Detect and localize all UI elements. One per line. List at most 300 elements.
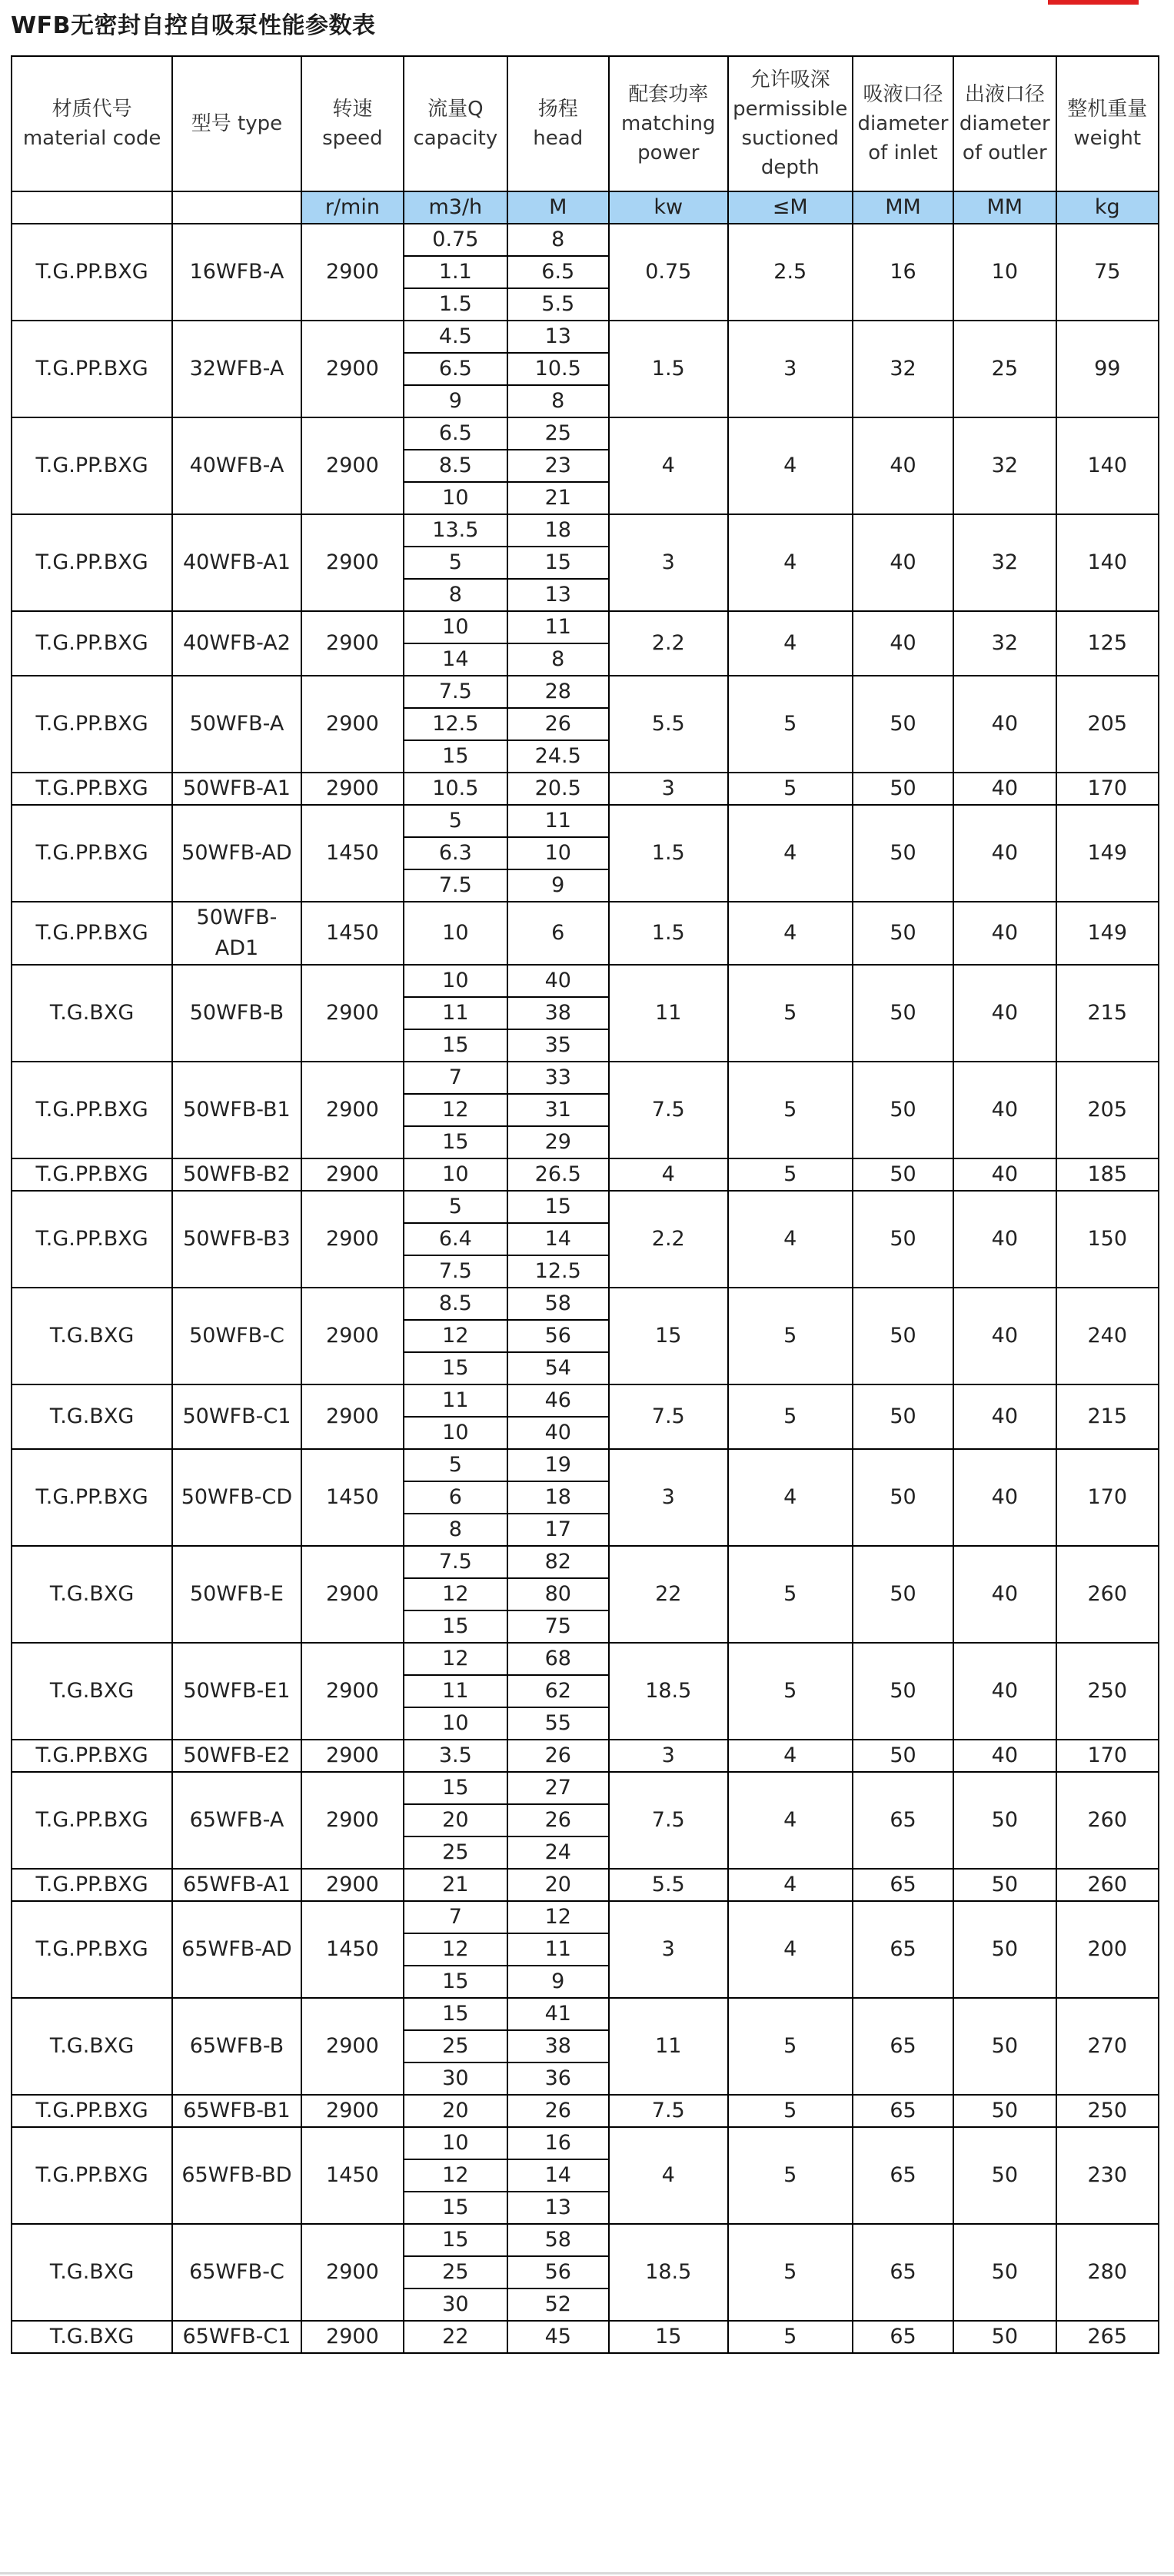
flow-cell: 10 bbox=[404, 1417, 507, 1449]
head-cell: 26.5 bbox=[507, 1158, 609, 1191]
inlet-diameter-cell: 65 bbox=[853, 1901, 953, 1998]
suction-depth-cell: 4 bbox=[728, 1449, 853, 1546]
weight-cell: 215 bbox=[1056, 965, 1159, 1062]
suction-depth-cell: 4 bbox=[728, 1869, 853, 1901]
inlet-diameter-cell: 40 bbox=[853, 611, 953, 676]
type-cell: 50WFB-CD bbox=[172, 1449, 301, 1546]
head-cell: 40 bbox=[507, 965, 609, 997]
head-cell: 62 bbox=[507, 1675, 609, 1707]
outlet-diameter-cell: 40 bbox=[953, 1384, 1056, 1449]
type-cell: 65WFB-BD bbox=[172, 2127, 301, 2224]
speed-cell: 1450 bbox=[301, 1901, 404, 1998]
type-cell: 50WFB-B1 bbox=[172, 1062, 301, 1158]
head-cell: 35 bbox=[507, 1029, 609, 1062]
inlet-diameter-cell: 65 bbox=[853, 1869, 953, 1901]
table-row bbox=[12, 1158, 1159, 1191]
table-row bbox=[12, 1449, 1159, 1481]
flow-cell: 11 bbox=[404, 1675, 507, 1707]
material-cell: T.G.PP.BXG bbox=[12, 1062, 172, 1158]
head-cell: 82 bbox=[507, 1546, 609, 1578]
flow-cell: 11 bbox=[404, 997, 507, 1029]
flow-cell: 15 bbox=[404, 1352, 507, 1384]
flow-cell: 6.5 bbox=[404, 417, 507, 450]
flow-cell: 22 bbox=[404, 2321, 507, 2353]
suction-depth-cell: 5 bbox=[728, 2321, 853, 2353]
outlet-diameter-cell: 50 bbox=[953, 1869, 1056, 1901]
suction-depth-cell: 4 bbox=[728, 1901, 853, 1998]
flow-cell: 1.5 bbox=[404, 288, 507, 321]
material-cell: T.G.BXG bbox=[12, 2321, 172, 2353]
table-row bbox=[12, 1998, 1159, 2030]
table-row bbox=[12, 514, 1159, 547]
type-cell: 40WFB-A bbox=[172, 417, 301, 514]
material-cell: T.G.PP.BXG bbox=[12, 224, 172, 321]
type-cell: 50WFB-E1 bbox=[172, 1643, 301, 1740]
power-cell: 11 bbox=[609, 1998, 728, 2095]
material-cell: T.G.BXG bbox=[12, 1643, 172, 1740]
head-cell: 8 bbox=[507, 643, 609, 676]
table-row bbox=[12, 1191, 1159, 1223]
head-cell: 54 bbox=[507, 1352, 609, 1384]
head-cell: 9 bbox=[507, 1966, 609, 1998]
page-title: WFB无密封自控自吸泵性能参数表 bbox=[11, 12, 376, 39]
speed-cell: 2900 bbox=[301, 1643, 404, 1740]
head-cell: 29 bbox=[507, 1126, 609, 1158]
material-cell: T.G.PP.BXG bbox=[12, 902, 172, 965]
head-cell: 41 bbox=[507, 1998, 609, 2030]
type-cell: 50WFB-B2 bbox=[172, 1158, 301, 1191]
flow-cell: 20 bbox=[404, 1804, 507, 1836]
suction-depth-cell: 4 bbox=[728, 1191, 853, 1288]
material-cell: T.G.PP.BXG bbox=[12, 1740, 172, 1772]
speed-cell: 2900 bbox=[301, 611, 404, 676]
material-cell: T.G.PP.BXG bbox=[12, 676, 172, 773]
power-cell: 18.5 bbox=[609, 1643, 728, 1740]
flow-cell: 12 bbox=[404, 1643, 507, 1675]
weight-cell: 125 bbox=[1056, 611, 1159, 676]
power-cell: 15 bbox=[609, 1288, 728, 1384]
table-row bbox=[12, 2127, 1159, 2159]
flow-cell: 13.5 bbox=[404, 514, 507, 547]
inlet-diameter-cell: 50 bbox=[853, 805, 953, 902]
power-cell: 7.5 bbox=[609, 1772, 728, 1869]
outlet-diameter-cell: 50 bbox=[953, 1998, 1056, 2095]
header-type: 型号 type bbox=[172, 56, 301, 191]
head-cell: 26 bbox=[507, 2095, 609, 2127]
suction-depth-cell: 4 bbox=[728, 514, 853, 611]
flow-cell: 15 bbox=[404, 2224, 507, 2256]
inlet-diameter-cell: 65 bbox=[853, 1998, 953, 2095]
type-cell: 50WFB-C bbox=[172, 1288, 301, 1384]
speed-cell: 1450 bbox=[301, 902, 404, 965]
suction-depth-cell: 5 bbox=[728, 676, 853, 773]
suction-depth-cell: 5 bbox=[728, 2224, 853, 2321]
material-cell: T.G.PP.BXG bbox=[12, 1449, 172, 1546]
flow-cell: 5 bbox=[404, 805, 507, 837]
unit-type-blank bbox=[172, 191, 301, 224]
flow-cell: 12.5 bbox=[404, 708, 507, 740]
head-cell: 15 bbox=[507, 547, 609, 579]
outlet-diameter-cell: 50 bbox=[953, 2127, 1056, 2224]
suction-depth-cell: 5 bbox=[728, 1062, 853, 1158]
suction-depth-cell: 5 bbox=[728, 2095, 853, 2127]
flow-cell: 15 bbox=[404, 1998, 507, 2030]
top-accent-bar bbox=[1048, 0, 1139, 5]
head-cell: 75 bbox=[507, 1610, 609, 1643]
flow-cell: 10 bbox=[404, 902, 507, 965]
outlet-diameter-cell: 40 bbox=[953, 965, 1056, 1062]
inlet-diameter-cell: 50 bbox=[853, 1643, 953, 1740]
outlet-diameter-cell: 50 bbox=[953, 2095, 1056, 2127]
power-cell: 4 bbox=[609, 2127, 728, 2224]
flow-cell: 20 bbox=[404, 2095, 507, 2127]
speed-cell: 2900 bbox=[301, 321, 404, 417]
head-cell: 20.5 bbox=[507, 773, 609, 805]
inlet-diameter-cell: 50 bbox=[853, 676, 953, 773]
outlet-diameter-cell: 32 bbox=[953, 514, 1056, 611]
power-cell: 4 bbox=[609, 417, 728, 514]
weight-cell: 200 bbox=[1056, 1901, 1159, 1998]
power-cell: 0.75 bbox=[609, 224, 728, 321]
header-power: 配套功率 matching power bbox=[609, 56, 728, 191]
suction-depth-cell: 4 bbox=[728, 417, 853, 514]
type-cell: 50WFB-E2 bbox=[172, 1740, 301, 1772]
power-cell: 3 bbox=[609, 1901, 728, 1998]
weight-cell: 230 bbox=[1056, 2127, 1159, 2224]
speed-cell: 2900 bbox=[301, 2224, 404, 2321]
material-cell: T.G.PP.BXG bbox=[12, 773, 172, 805]
unit-material-blank bbox=[12, 191, 172, 224]
suction-depth-cell: 4 bbox=[728, 1740, 853, 1772]
table-row bbox=[12, 1384, 1159, 1417]
power-cell: 15 bbox=[609, 2321, 728, 2353]
head-cell: 26 bbox=[507, 1740, 609, 1772]
speed-cell: 1450 bbox=[301, 2127, 404, 2224]
type-cell: 40WFB-A2 bbox=[172, 611, 301, 676]
head-cell: 19 bbox=[507, 1449, 609, 1481]
flow-cell: 9 bbox=[404, 385, 507, 417]
inlet-diameter-cell: 65 bbox=[853, 2321, 953, 2353]
inlet-diameter-cell: 50 bbox=[853, 773, 953, 805]
flow-cell: 6.4 bbox=[404, 1223, 507, 1255]
outlet-diameter-cell: 50 bbox=[953, 2224, 1056, 2321]
outlet-diameter-cell: 40 bbox=[953, 1643, 1056, 1740]
speed-cell: 2900 bbox=[301, 224, 404, 321]
head-cell: 28 bbox=[507, 676, 609, 708]
outlet-diameter-cell: 40 bbox=[953, 676, 1056, 773]
head-cell: 26 bbox=[507, 708, 609, 740]
material-cell: T.G.PP.BXG bbox=[12, 417, 172, 514]
power-cell: 3 bbox=[609, 1740, 728, 1772]
material-cell: T.G.PP.BXG bbox=[12, 321, 172, 417]
type-cell: 50WFB-B3 bbox=[172, 1191, 301, 1288]
flow-cell: 8 bbox=[404, 1514, 507, 1546]
flow-cell: 15 bbox=[404, 1966, 507, 1998]
speed-cell: 2900 bbox=[301, 1288, 404, 1384]
header-suction-depth: 允许吸深 permissible suctioned depth bbox=[728, 56, 853, 191]
table-row bbox=[12, 676, 1159, 708]
type-cell: 50WFB-B bbox=[172, 965, 301, 1062]
head-cell: 9 bbox=[507, 869, 609, 902]
head-cell: 23 bbox=[507, 450, 609, 482]
flow-cell: 8 bbox=[404, 579, 507, 611]
outlet-diameter-cell: 25 bbox=[953, 321, 1056, 417]
table-row bbox=[12, 1740, 1159, 1772]
unit-speed: r/min bbox=[301, 191, 404, 224]
power-cell: 18.5 bbox=[609, 2224, 728, 2321]
flow-cell: 11 bbox=[404, 1384, 507, 1417]
flow-cell: 25 bbox=[404, 2030, 507, 2062]
suction-depth-cell: 5 bbox=[728, 1384, 853, 1449]
table-row bbox=[12, 1869, 1159, 1901]
weight-cell: 170 bbox=[1056, 1740, 1159, 1772]
header-material: 材质代号 material code bbox=[12, 56, 172, 191]
head-cell: 11 bbox=[507, 611, 609, 643]
table-row bbox=[12, 611, 1159, 643]
table-row bbox=[12, 1772, 1159, 1804]
outlet-diameter-cell: 40 bbox=[953, 1062, 1056, 1158]
head-cell: 10.5 bbox=[507, 353, 609, 385]
head-cell: 21 bbox=[507, 482, 609, 514]
flow-cell: 15 bbox=[404, 1772, 507, 1804]
head-cell: 24.5 bbox=[507, 740, 609, 773]
table-row bbox=[12, 773, 1159, 805]
speed-cell: 2900 bbox=[301, 2095, 404, 2127]
material-cell: T.G.PP.BXG bbox=[12, 611, 172, 676]
table-row bbox=[12, 1546, 1159, 1578]
head-cell: 25 bbox=[507, 417, 609, 450]
flow-cell: 25 bbox=[404, 1836, 507, 1869]
power-cell: 7.5 bbox=[609, 2095, 728, 2127]
weight-cell: 270 bbox=[1056, 1998, 1159, 2095]
outlet-diameter-cell: 40 bbox=[953, 773, 1056, 805]
weight-cell: 185 bbox=[1056, 1158, 1159, 1191]
outlet-diameter-cell: 32 bbox=[953, 417, 1056, 514]
header-outlet-diameter: 出液口径 diameter of outler bbox=[953, 56, 1056, 191]
type-cell: 50WFB-A bbox=[172, 676, 301, 773]
head-cell: 58 bbox=[507, 2224, 609, 2256]
power-cell: 1.5 bbox=[609, 902, 728, 965]
speed-cell: 2900 bbox=[301, 1062, 404, 1158]
header-head: 扬程 head bbox=[507, 56, 609, 191]
head-cell: 12 bbox=[507, 1901, 609, 1933]
head-cell: 56 bbox=[507, 2256, 609, 2288]
head-cell: 80 bbox=[507, 1578, 609, 1610]
unit-outlet-diameter: MM bbox=[953, 191, 1056, 224]
head-cell: 68 bbox=[507, 1643, 609, 1675]
head-cell: 38 bbox=[507, 2030, 609, 2062]
unit-head: M bbox=[507, 191, 609, 224]
type-cell: 65WFB-C1 bbox=[172, 2321, 301, 2353]
head-cell: 18 bbox=[507, 514, 609, 547]
header-inlet-diameter: 吸液口径 diameter of inlet bbox=[853, 56, 953, 191]
flow-cell: 10 bbox=[404, 965, 507, 997]
speed-cell: 2900 bbox=[301, 1546, 404, 1643]
outlet-diameter-cell: 40 bbox=[953, 1449, 1056, 1546]
material-cell: T.G.PP.BXG bbox=[12, 514, 172, 611]
header-flow: 流量Q capacity bbox=[404, 56, 507, 191]
inlet-diameter-cell: 50 bbox=[853, 1740, 953, 1772]
outlet-diameter-cell: 40 bbox=[953, 902, 1056, 965]
table-row bbox=[12, 902, 1159, 965]
table-body bbox=[12, 224, 1159, 2353]
inlet-diameter-cell: 50 bbox=[853, 1546, 953, 1643]
inlet-diameter-cell: 50 bbox=[853, 1384, 953, 1449]
flow-cell: 15 bbox=[404, 1126, 507, 1158]
flow-cell: 10 bbox=[404, 611, 507, 643]
type-cell: 50WFB-AD1 bbox=[172, 902, 301, 965]
type-cell: 65WFB-A bbox=[172, 1772, 301, 1869]
head-cell: 31 bbox=[507, 1094, 609, 1126]
unit-inlet-diameter: MM bbox=[853, 191, 953, 224]
speed-cell: 2900 bbox=[301, 2321, 404, 2353]
suction-depth-cell: 4 bbox=[728, 805, 853, 902]
head-cell: 15 bbox=[507, 1191, 609, 1223]
type-cell: 32WFB-A bbox=[172, 321, 301, 417]
flow-cell: 30 bbox=[404, 2288, 507, 2321]
weight-cell: 205 bbox=[1056, 676, 1159, 773]
head-cell: 46 bbox=[507, 1384, 609, 1417]
flow-cell: 3.5 bbox=[404, 1740, 507, 1772]
speed-cell: 2900 bbox=[301, 676, 404, 773]
speed-cell: 2900 bbox=[301, 1158, 404, 1191]
head-cell: 8 bbox=[507, 224, 609, 256]
head-cell: 13 bbox=[507, 579, 609, 611]
weight-cell: 215 bbox=[1056, 1384, 1159, 1449]
power-cell: 5.5 bbox=[609, 1869, 728, 1901]
weight-cell: 250 bbox=[1056, 1643, 1159, 1740]
outlet-diameter-cell: 40 bbox=[953, 1288, 1056, 1384]
flow-cell: 30 bbox=[404, 2062, 507, 2095]
header-speed: 转速 speed bbox=[301, 56, 404, 191]
flow-cell: 1.1 bbox=[404, 256, 507, 288]
table-row bbox=[12, 1901, 1159, 1933]
material-cell: T.G.PP.BXG bbox=[12, 1901, 172, 1998]
head-cell: 20 bbox=[507, 1869, 609, 1901]
weight-cell: 240 bbox=[1056, 1288, 1159, 1384]
inlet-diameter-cell: 50 bbox=[853, 965, 953, 1062]
weight-cell: 265 bbox=[1056, 2321, 1159, 2353]
flow-cell: 15 bbox=[404, 740, 507, 773]
head-cell: 33 bbox=[507, 1062, 609, 1094]
head-cell: 13 bbox=[507, 2192, 609, 2224]
table-row bbox=[12, 2224, 1159, 2256]
weight-cell: 99 bbox=[1056, 321, 1159, 417]
flow-cell: 7.5 bbox=[404, 1255, 507, 1288]
flow-cell: 12 bbox=[404, 1933, 507, 1966]
inlet-diameter-cell: 50 bbox=[853, 1449, 953, 1546]
type-cell: 50WFB-AD bbox=[172, 805, 301, 902]
inlet-diameter-cell: 65 bbox=[853, 2127, 953, 2224]
inlet-diameter-cell: 50 bbox=[853, 902, 953, 965]
table-row bbox=[12, 1288, 1159, 1320]
type-cell: 65WFB-AD bbox=[172, 1901, 301, 1998]
table-row bbox=[12, 2321, 1159, 2353]
unit-flow: m3/h bbox=[404, 191, 507, 224]
type-cell: 40WFB-A1 bbox=[172, 514, 301, 611]
head-cell: 6.5 bbox=[507, 256, 609, 288]
outlet-diameter-cell: 40 bbox=[953, 1158, 1056, 1191]
suction-depth-cell: 4 bbox=[728, 902, 853, 965]
head-cell: 5.5 bbox=[507, 288, 609, 321]
bottom-divider bbox=[0, 2572, 1174, 2574]
flow-cell: 0.75 bbox=[404, 224, 507, 256]
power-cell: 7.5 bbox=[609, 1384, 728, 1449]
head-cell: 27 bbox=[507, 1772, 609, 1804]
flow-cell: 12 bbox=[404, 1320, 507, 1352]
flow-cell: 5 bbox=[404, 1449, 507, 1481]
material-cell: T.G.PP.BXG bbox=[12, 1772, 172, 1869]
flow-cell: 15 bbox=[404, 1610, 507, 1643]
flow-cell: 15 bbox=[404, 2192, 507, 2224]
weight-cell: 140 bbox=[1056, 417, 1159, 514]
suction-depth-cell: 5 bbox=[728, 1998, 853, 2095]
flow-cell: 12 bbox=[404, 1094, 507, 1126]
type-cell: 65WFB-B bbox=[172, 1998, 301, 2095]
suction-depth-cell: 4 bbox=[728, 1772, 853, 1869]
suction-depth-cell: 5 bbox=[728, 1288, 853, 1384]
flow-cell: 12 bbox=[404, 1578, 507, 1610]
head-cell: 16 bbox=[507, 2127, 609, 2159]
weight-cell: 260 bbox=[1056, 1869, 1159, 1901]
flow-cell: 8.5 bbox=[404, 450, 507, 482]
head-cell: 17 bbox=[507, 1514, 609, 1546]
weight-cell: 170 bbox=[1056, 1449, 1159, 1546]
weight-cell: 280 bbox=[1056, 2224, 1159, 2321]
inlet-diameter-cell: 40 bbox=[853, 514, 953, 611]
head-cell: 40 bbox=[507, 1417, 609, 1449]
inlet-diameter-cell: 65 bbox=[853, 1772, 953, 1869]
flow-cell: 10 bbox=[404, 482, 507, 514]
head-cell: 14 bbox=[507, 2159, 609, 2192]
material-cell: T.G.PP.BXG bbox=[12, 1191, 172, 1288]
material-cell: T.G.BXG bbox=[12, 1384, 172, 1449]
speed-cell: 2900 bbox=[301, 965, 404, 1062]
suction-depth-cell: 5 bbox=[728, 2127, 853, 2224]
inlet-diameter-cell: 65 bbox=[853, 2224, 953, 2321]
flow-cell: 5 bbox=[404, 1191, 507, 1223]
power-cell: 11 bbox=[609, 965, 728, 1062]
outlet-diameter-cell: 40 bbox=[953, 1740, 1056, 1772]
flow-cell: 10 bbox=[404, 1158, 507, 1191]
type-cell: 50WFB-A1 bbox=[172, 773, 301, 805]
type-cell: 65WFB-B1 bbox=[172, 2095, 301, 2127]
type-cell: 65WFB-A1 bbox=[172, 1869, 301, 1901]
inlet-diameter-cell: 50 bbox=[853, 1191, 953, 1288]
type-cell: 50WFB-C1 bbox=[172, 1384, 301, 1449]
material-cell: T.G.PP.BXG bbox=[12, 1869, 172, 1901]
power-cell: 3 bbox=[609, 773, 728, 805]
speed-cell: 2900 bbox=[301, 1869, 404, 1901]
speed-cell: 2900 bbox=[301, 1191, 404, 1288]
table-row bbox=[12, 1062, 1159, 1094]
outlet-diameter-cell: 32 bbox=[953, 611, 1056, 676]
inlet-diameter-cell: 16 bbox=[853, 224, 953, 321]
head-cell: 14 bbox=[507, 1223, 609, 1255]
suction-depth-cell: 5 bbox=[728, 1643, 853, 1740]
unit-power: kw bbox=[609, 191, 728, 224]
flow-cell: 10.5 bbox=[404, 773, 507, 805]
header-weight: 整机重量 weight bbox=[1056, 56, 1159, 191]
table-row bbox=[12, 224, 1159, 256]
flow-cell: 10 bbox=[404, 1707, 507, 1740]
weight-cell: 140 bbox=[1056, 514, 1159, 611]
flow-cell: 10 bbox=[404, 2127, 507, 2159]
flow-cell: 7 bbox=[404, 1062, 507, 1094]
material-cell: T.G.BXG bbox=[12, 1288, 172, 1384]
head-cell: 10 bbox=[507, 837, 609, 869]
inlet-diameter-cell: 50 bbox=[853, 1158, 953, 1191]
